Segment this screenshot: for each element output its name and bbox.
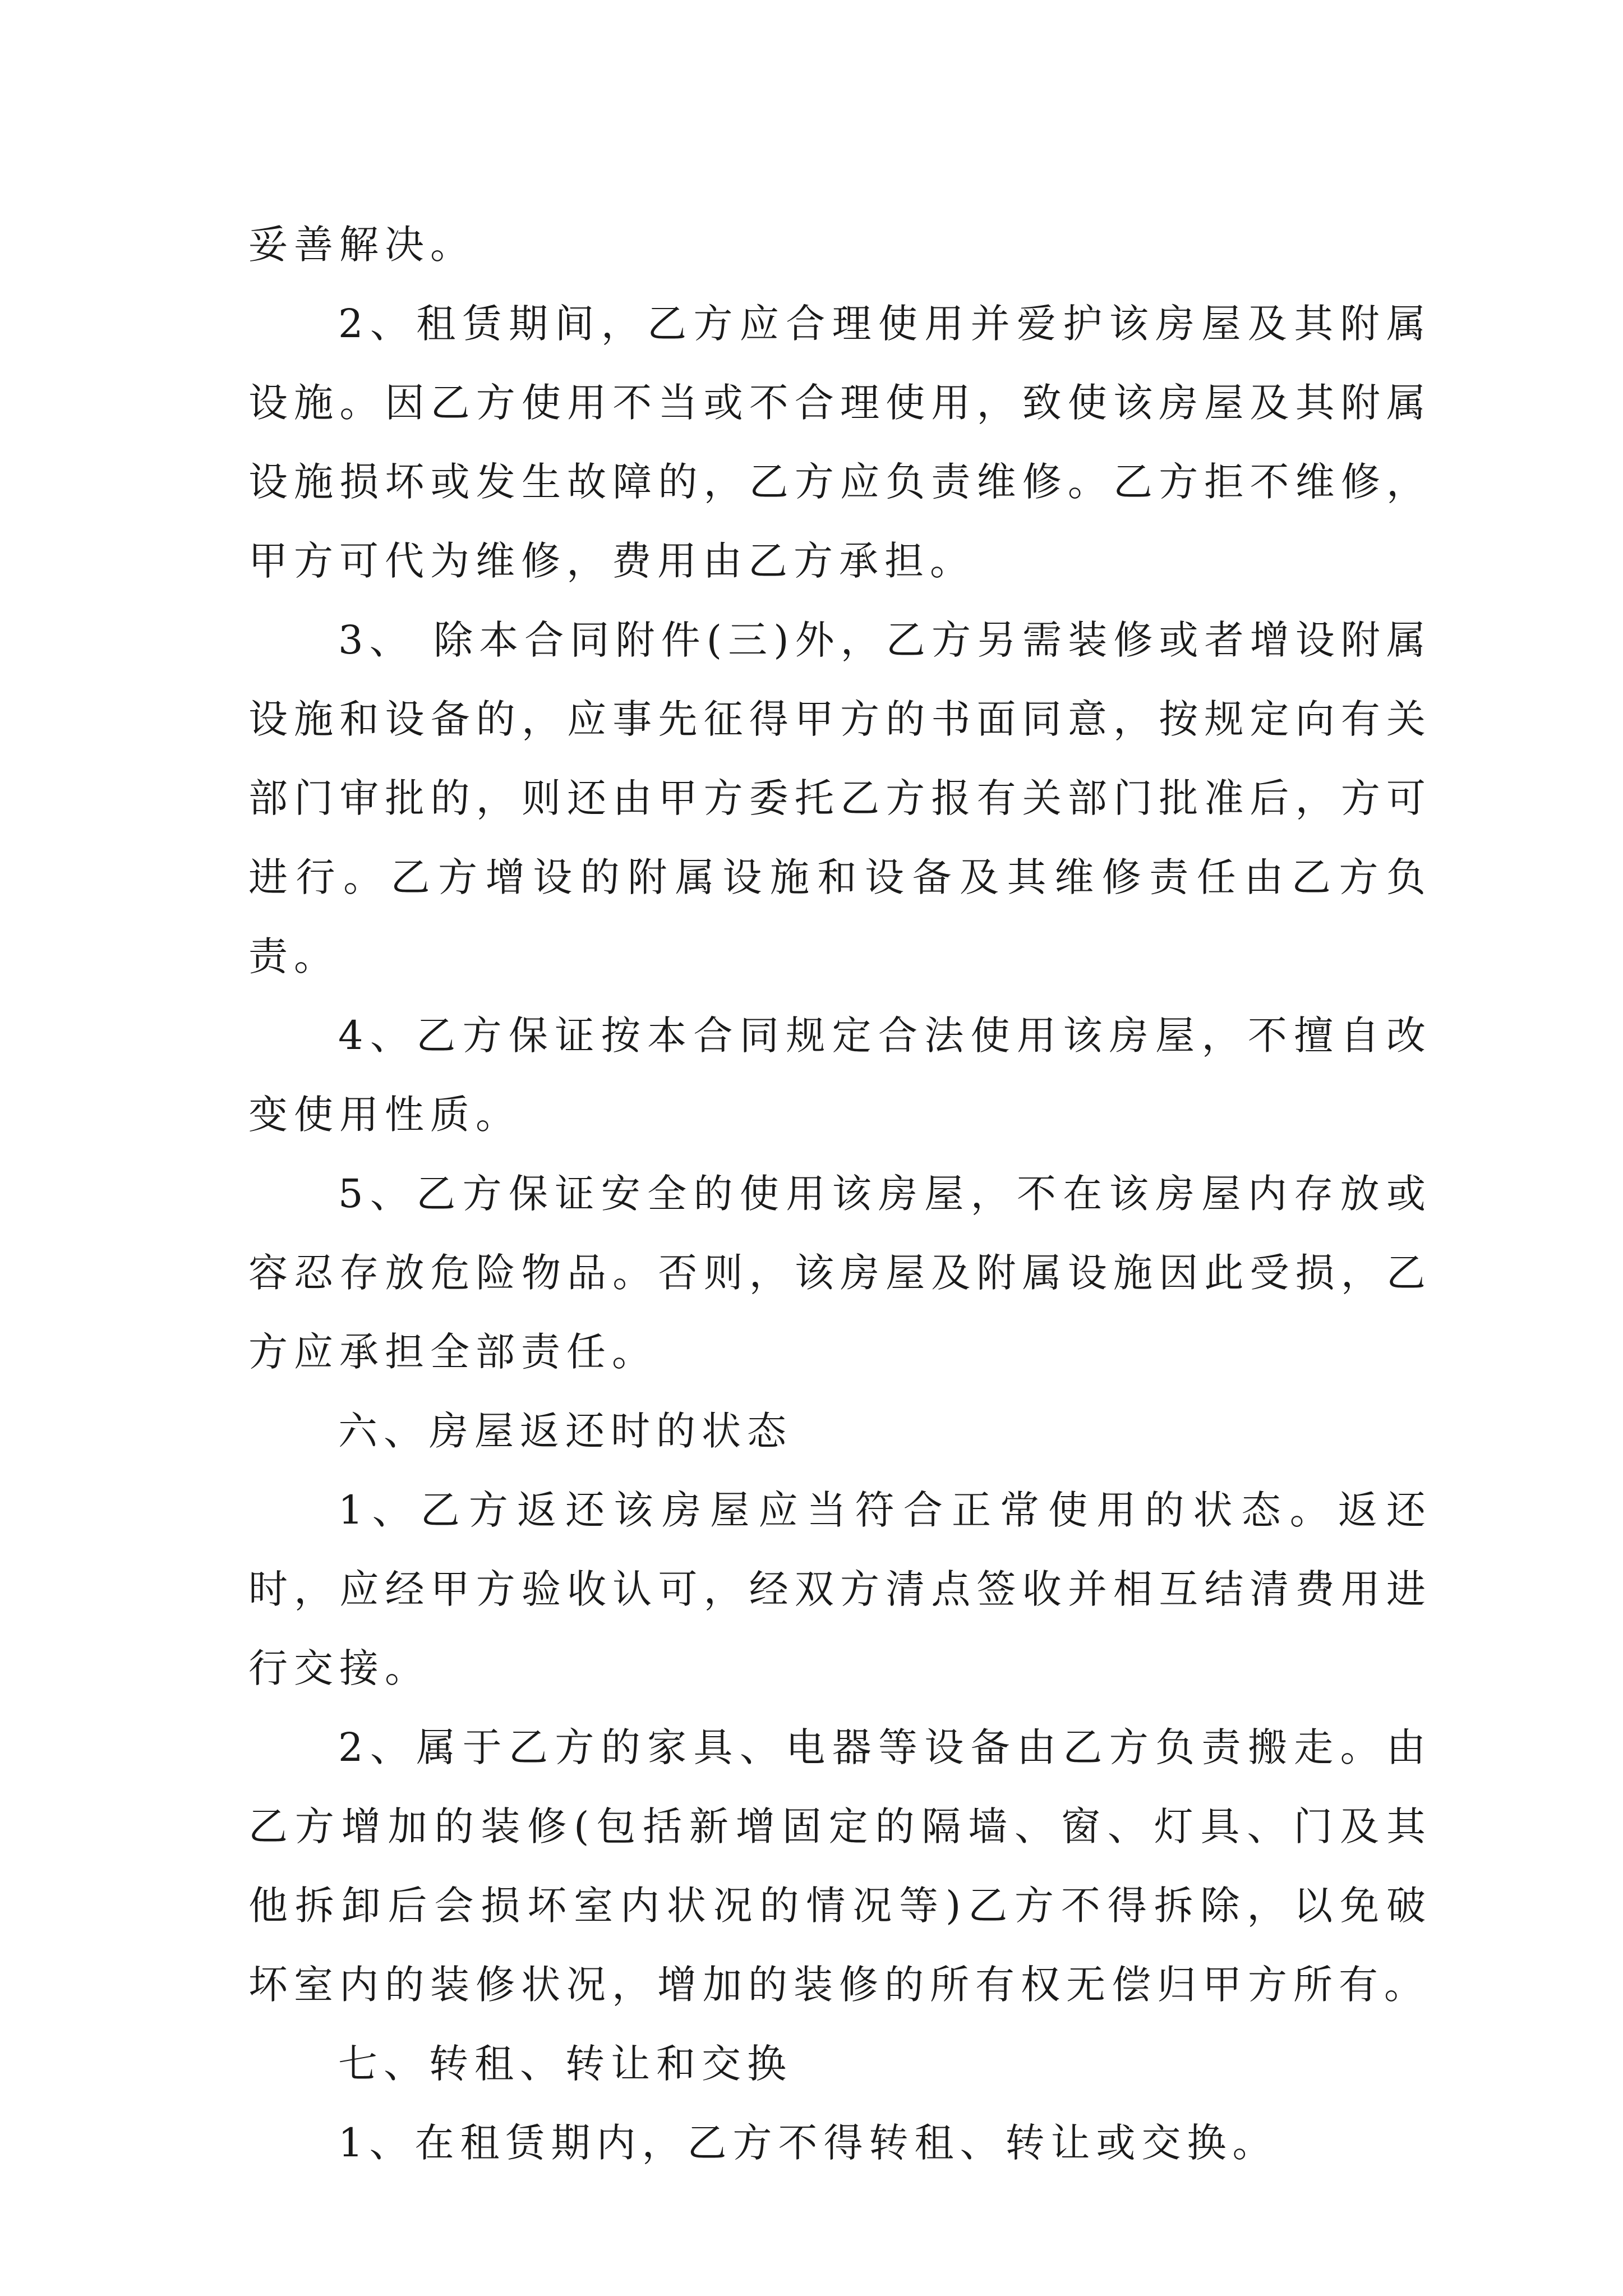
clause-6-2: 2、属于乙方的家具、电器等设备由乙方负责搬走。由乙方增加的装修(包括新增固定的隔墙、窗、灯具、门及其他拆卸后会损坏室内状况的情况等)乙方不得拆除，以免破坏室内的装修状况，增加的装修的所有权无偿归甲方所有。 [248, 1724, 1432, 2008]
document-body [248, 205, 1432, 2183]
clause-6-1: 1、乙方返还该房屋应当符合正常使用的状态。返还时，应经甲方验收认可，经双方清点签收并相互结清费用进行交接。 [248, 1487, 1432, 1691]
clause-5-5: 5、乙方保证安全的使用该房屋，不在该房屋内存放或容忍存放危险物品。否则，该房屋及附属设施因此受损，乙方应承担全部责任。 [248, 1171, 1432, 1375]
clause-5-3: 3、 除本合同附件(三)外，乙方另需装修或者增设附属设施和设备的，应事先征得甲方的书面同意，按规定向有关部门审批的，则还由甲方委托乙方报有关部门批准后，方可进行。乙方增设的附属设施和设备及其维修责任由乙方负责。 [248, 617, 1432, 979]
clause-5-2: 2、租赁期间，乙方应合理使用并爱护该房屋及其附属设施。因乙方使用不当或不合理使用，致使该房屋及其附属设施损坏或发生故障的，乙方应负责维修。乙方拒不维修，甲方可代为维修，费用由乙方承担。 [248, 301, 1432, 584]
paragraph-continuation: 妥善解决。 [248, 222, 476, 268]
section-heading-7: 七、转租、转让和交换 [338, 2041, 792, 2087]
clause-7-1: 1、在租赁期内，乙方不得转租、转让或交换。 [338, 2120, 1278, 2166]
clause-5-4: 4、乙方保证按本合同规定合法使用该房屋，不擅自改变使用性质。 [248, 1013, 1432, 1138]
section-heading-6: 六、房屋返还时的状态 [338, 1408, 792, 1454]
